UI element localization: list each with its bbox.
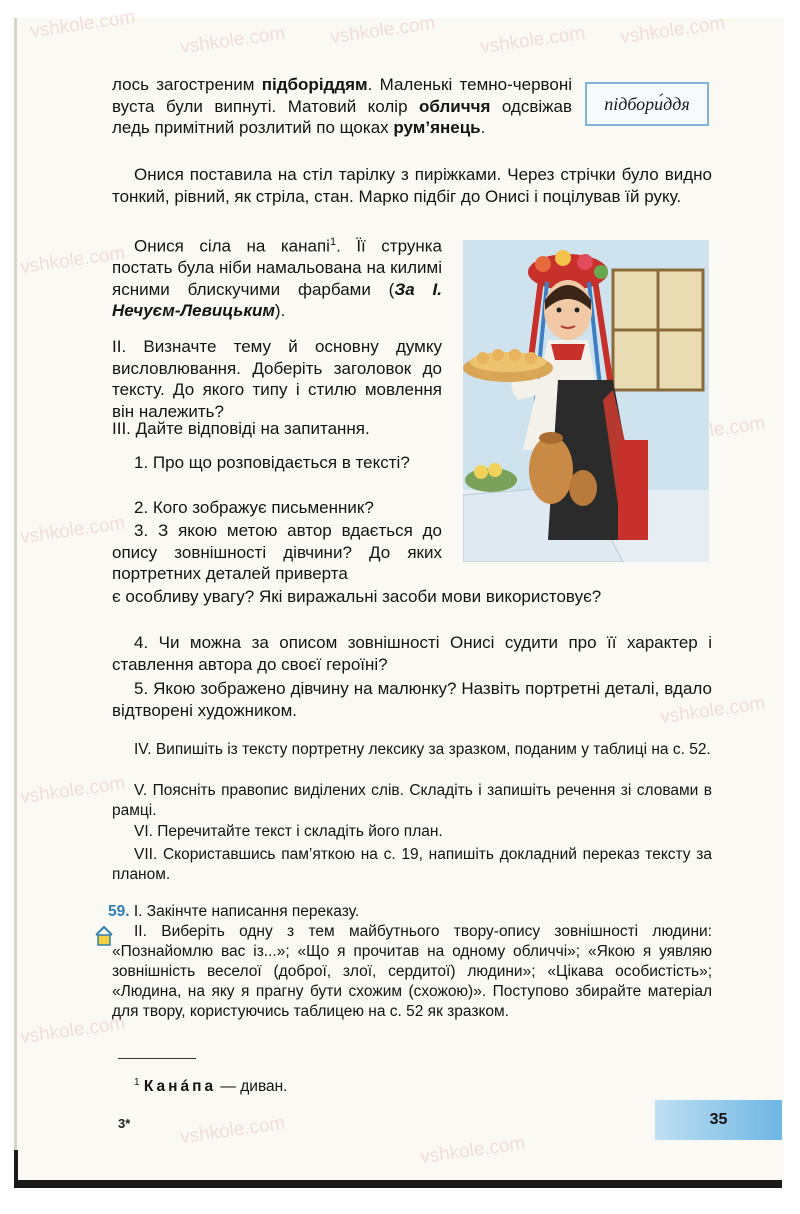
task-text: IV. Випишіть із тексту портретну лексику за зразком, поданим у таблиці на с. 52. (134, 741, 711, 758)
vocabulary-frame (585, 82, 709, 126)
signature-mark: 3* (118, 1116, 131, 1131)
text-run: одсвіжав ледь примітний розлитий по щоках (112, 96, 573, 137)
task-5 (112, 781, 712, 821)
highlighted-word: обличчя (419, 96, 491, 116)
task-text: V. Поясніть правопис виділених слів. Складіть і запишіть речення зі словами в рамці. (112, 782, 712, 819)
text-run: лось загостреним (112, 75, 262, 94)
vocabulary-word: підбори́ддя (604, 93, 690, 114)
question-text: 3. З якою метою автор вдається до опису зовнішності дівчини? До яких портретних деталей приверта (112, 521, 442, 583)
text-run: ). (274, 301, 286, 321)
question-text: 2. Кого зображує письменник? (134, 498, 374, 517)
source-author: За І. Нечуєм-Левицьким (112, 279, 442, 321)
question-5 (112, 678, 712, 721)
homework-icon (95, 926, 113, 946)
text-paragraph-2 (112, 164, 712, 207)
footnote-ref: 1 (329, 236, 337, 248)
task-4 (112, 740, 712, 760)
text-run: . Її струнка постать була ніби намальована на килимі ясними блискучими фарбами ( (112, 236, 442, 299)
task-6 (112, 822, 712, 842)
highlighted-word: підборіддям (261, 75, 368, 94)
girl-illustration (463, 240, 709, 562)
footnote-term: Канáпа (143, 1078, 217, 1096)
text-run: . Маленькі темно-червоні вуста були випнуті. Матовий колір (112, 75, 572, 116)
task-text: ІІ. Визначте тему й основну думку висловлювання. Доберіть заголовок до тексту. До якого типу і стилю мовлення він належить? (112, 337, 442, 421)
page-edge (14, 1180, 782, 1188)
page-number-tab (655, 1100, 782, 1140)
question-3a (112, 520, 442, 585)
task-text: ІІ. Виберіть одну з тем майбутнього твору-опису зовнішності людини: «Познайомлю вас із...»; «Що я прочитав на одному обличчі»; «Якою я уявляю зовнішність веселої (доброї, злої, сердитої) людини»; «Цікава особистість»; «Людина, на яку я прагну бути схожим (схожою)». Поступово збирайте матеріал для твору, користуючись таблицею на с. 52 як зразком. (112, 923, 712, 1020)
task-text: ІІІ. Дайте відповіді на запитання. (112, 419, 370, 438)
text-run: Онися сіла на канапі (134, 236, 330, 256)
exercise-59 (108, 902, 712, 1022)
text-paragraph-3 (112, 232, 442, 322)
task-3 (112, 418, 442, 440)
question-1 (112, 452, 442, 474)
footnote-divider (118, 1058, 196, 1059)
footnote-marker: 1 (134, 1077, 140, 1088)
page-number: 35 (709, 1111, 728, 1128)
paragraph-text: Онися поставила на стіл тарілку з пиріжками. Через стрічки було видно тонкий, рівний, як стріла, стан. Марко підбіг до Онисі і поцілував їй руку. (112, 165, 712, 206)
question-text: 4. Чи можна за описом зовнішності Онисі судити про її характер і ставлення автора до своєї героїні? (112, 633, 712, 674)
question-4 (112, 632, 712, 675)
footnote (112, 1072, 712, 1098)
text-run: . (480, 118, 486, 137)
task-text: І. Закінчте написання переказу. (129, 903, 360, 920)
highlighted-word: рум’янець (393, 118, 481, 137)
footnote-definition: — диван. (216, 1078, 288, 1096)
question-3b (112, 586, 712, 608)
task-text: VI. Перечитайте текст і складіть його план. (134, 823, 443, 840)
task-2 (112, 336, 442, 422)
task-text: VII. Скориставшись пам’яткою на с. 19, напишіть докладний переказ тексту за планом. (112, 846, 712, 883)
question-text: 1. Про що розповідається в тексті? (134, 453, 410, 472)
question-text: є особливу увагу? Які виражальні засоби мови використовує? (112, 587, 602, 606)
question-text: 5. Якою зображено дівчину на малюнку? Назвіть портретні деталі, вдало відтворені художником. (112, 679, 712, 720)
task-7 (112, 845, 712, 885)
question-2 (112, 497, 442, 519)
text-paragraph-1 (112, 74, 572, 139)
exercise-number: 59. (108, 903, 130, 920)
